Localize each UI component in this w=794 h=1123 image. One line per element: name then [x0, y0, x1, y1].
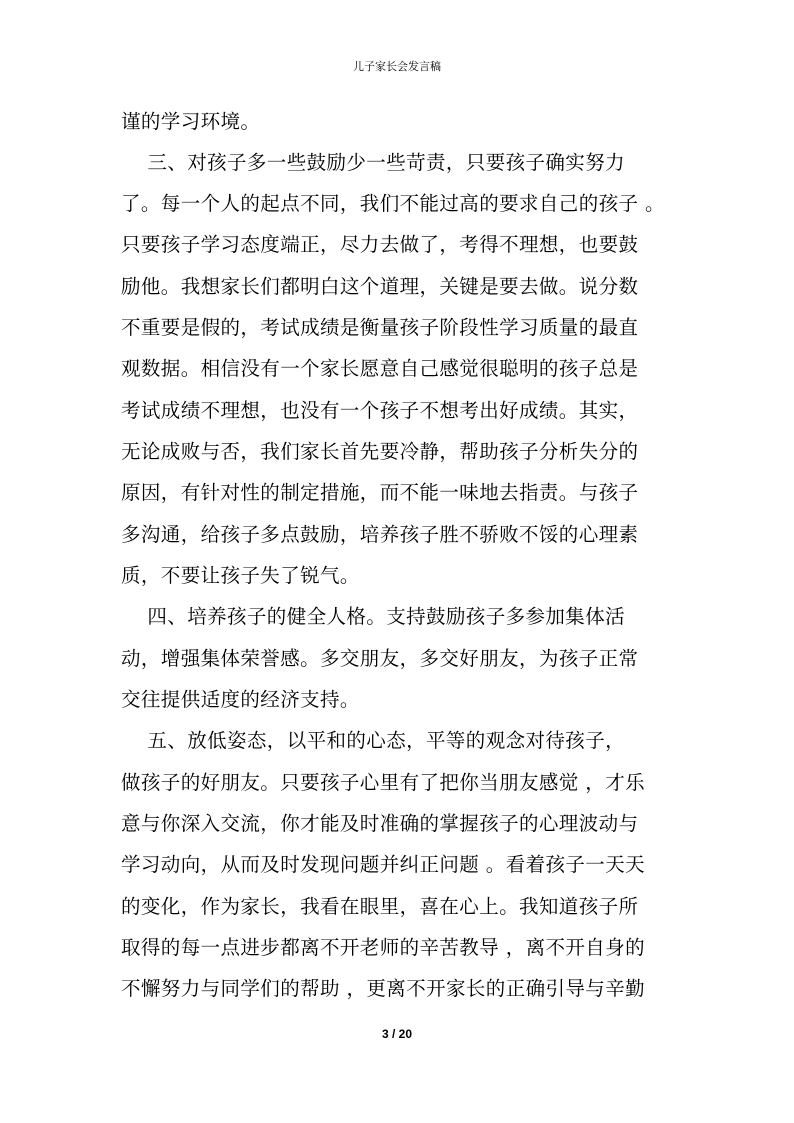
body-text-line: 只要孩子学习态度端正，尽力去做了，考得不理想，也要鼓: [121, 233, 639, 256]
body-text-line: 谨的学习环境。: [121, 110, 261, 133]
page-header-title: 儿子家长会发言稿: [353, 60, 441, 73]
body-text-line: 无论成败与否，我们家长首先要冷静，帮助孩子分析失分的: [121, 440, 639, 463]
body-text-line: 四、培养孩子的健全人格。支持鼓励孩子多参加集体活: [121, 605, 625, 628]
body-text-line: 三、对孩子多一些鼓励少一些苛责，只要孩子确实努力: [121, 151, 625, 174]
body-text-line: 考试成绩不理想，也没有一个孩子不想考出好成绩。其实，: [121, 399, 639, 422]
body-text-line: 的变化，作为家长，我看在眼里，喜在心上。我知道孩子所: [121, 895, 639, 918]
body-text-line: 多沟通，给孩子多点鼓励，培养孩子胜不骄败不馁的心理素: [121, 523, 639, 546]
body-text-line: 质，不要让孩子失了锐气。: [121, 564, 360, 587]
page-number: 3 / 20: [381, 1027, 413, 1041]
body-text-line: 不懈努力与同学们的帮助 ，更离不开家长的正确引导与辛勤: [121, 977, 645, 1000]
body-text-line: 做孩子的好朋友。只要孩子心里有了把你当朋友感觉 ，才乐: [121, 771, 645, 794]
body-text-line: 不重要是假的，考试成绩是衡量孩子阶段性学习质量的最直: [121, 316, 639, 339]
body-text-line: 了。每一个人的起点不同，我们不能过高的要求自己的孩子 。: [121, 192, 665, 215]
body-text-line: 观数据。相信没有一个家长愿意自己感觉很聪明的孩子总是: [121, 357, 639, 380]
body-text-line: 五、放低姿态，以平和的心态，平等的观念对待孩子，: [121, 729, 625, 752]
body-text-line: 原因，有针对性的制定措施，而不能一味地去指责。与孩子: [121, 481, 639, 504]
body-text-line: 取得的每一点进步都离不开老师的辛苦教导 ，离不开自身的: [121, 936, 645, 959]
body-text-line: 意与你深入交流，你才能及时准确的掌握孩子的心理波动与: [121, 812, 639, 835]
body-text-line: 励他。我想家长们都明白这个道理，关键是要去做。说分数: [121, 275, 639, 298]
body-text-line: 学习动向，从而及时发现问题并纠正问题 。看着孩子一天天: [121, 853, 645, 876]
body-text-line: 交往提供适度的经济支持。: [121, 688, 360, 711]
body-text-line: 动，增强集体荣誉感。多交朋友，多交好朋友，为孩子正常: [121, 647, 639, 670]
